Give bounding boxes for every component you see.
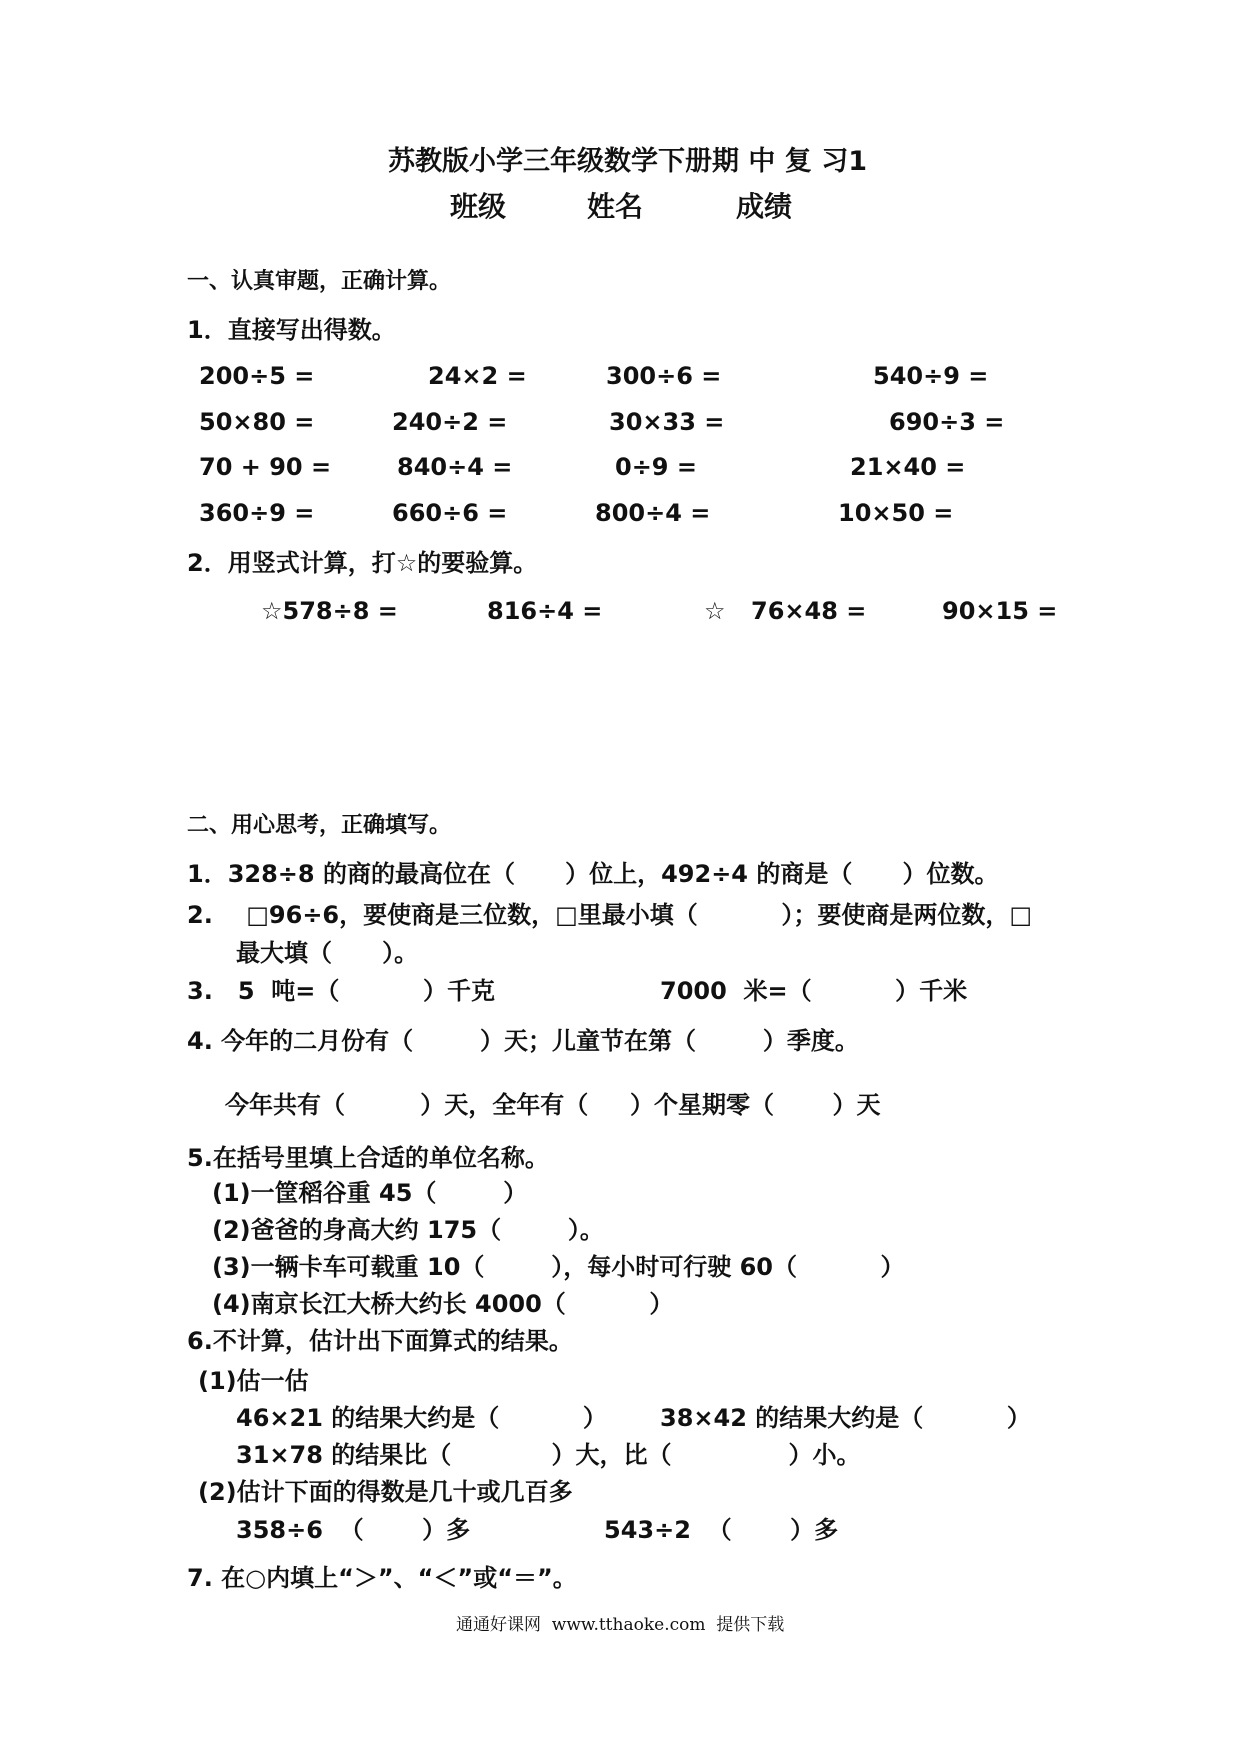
s2-q6-sub1: (1)估一估 [198,1367,309,1395]
s2-q3b: 7000 米=（ ）千米 [660,977,968,1005]
exercise: 24×2 = [428,362,527,390]
section1-heading: 一、认真审题，正确计算。 [187,269,452,294]
s2-q6-est5: 543÷2 （ ）多 [604,1516,839,1544]
s1-q2-label: 2．用竖式计算，打☆的要验算。 [187,549,538,577]
s2-q6-est2: 38×42 的结果大约是（ ） [660,1404,1031,1432]
s1-q1-label: 1．直接写出得数。 [187,316,396,344]
s2-q6-label: 6.不计算，估计出下面算式的结果。 [187,1327,573,1355]
exercise: 21×40 = [850,453,966,481]
section2-heading: 二、用心思考，正确填写。 [187,813,452,838]
star-mark: ☆ [704,597,726,625]
exercise: 70 + 90 = [199,453,332,481]
exercise: 200÷5 = [199,362,315,390]
s2-q5-item: (2)爸爸的身高大约 175（ ）。 [212,1216,604,1244]
s2-q6-sub2: (2)估计下面的得数是几十或几百多 [198,1478,573,1506]
vertical-calc: 90×15 = [942,597,1058,625]
page-title: 苏教版小学三年级数学下册期 中 复 习1 [388,146,867,177]
exercise: 690÷3 = [889,408,1005,436]
class-label: 班级 [450,190,507,223]
s2-q5-item: (1)一筐稻谷重 45（ ） [212,1179,528,1207]
exercise: 300÷6 = [606,362,722,390]
exercise: 240÷2 = [392,408,508,436]
exercise: 10×50 = [838,499,954,527]
exercise: 800÷4 = [595,499,711,527]
s2-q4-line2: 今年共有（ ）天，全年有（ ）个星期零（ ）天 [225,1091,881,1119]
exercise: 840÷4 = [397,453,513,481]
name-label: 姓名 [587,190,644,223]
s2-q2-line2: 最大填（ ）。 [236,939,419,967]
vertical-calc: 816÷4 = [487,597,603,625]
s2-q6-est4: 358÷6 （ ）多 [236,1516,471,1544]
exercise: 50×80 = [199,408,315,436]
exercise: 540÷9 = [873,362,989,390]
footer-credit: 通通好课网 www.tthaoke.com 提供下载 [456,1615,785,1635]
s2-q6-est1: 46×21 的结果大约是（ ） [236,1404,607,1432]
s2-q5-label: 5.在括号里填上合适的单位名称。 [187,1144,549,1172]
s2-q1: 1．328÷8 的商的最高位在（ ）位上，492÷4 的商是（ ）位数。 [187,860,999,888]
s2-q5-item: (3)一辆卡车可载重 10（ ），每小时可行驶 60（ ） [212,1253,905,1281]
exercise: 360÷9 = [199,499,315,527]
vertical-calc: ☆578÷8 = [261,597,398,625]
s2-q3a: 3. 5 吨=（ ）千克 [187,977,495,1005]
s2-q6-est3: 31×78 的结果比（ ）大，比（ ）小。 [236,1441,861,1469]
s2-q2-line1: 2. □96÷6，要使商是三位数，□里最小填（ ）；要使商是两位数，□ [187,901,1033,929]
exercise: 30×33 = [609,408,725,436]
vertical-calc: 76×48 = [751,597,867,625]
s2-q4-line1: 4. 今年的二月份有（ ）天；儿童节在第（ ）季度。 [187,1027,859,1055]
s2-q5-item: (4)南京长江大桥大约长 4000（ ） [212,1290,674,1318]
exercise: 660÷6 = [392,499,508,527]
s2-q7: 7. 在○内填上“＞”、“＜”或“＝”。 [187,1564,577,1592]
score-label: 成绩 [736,190,793,223]
exercise: 0÷9 = [615,453,697,481]
